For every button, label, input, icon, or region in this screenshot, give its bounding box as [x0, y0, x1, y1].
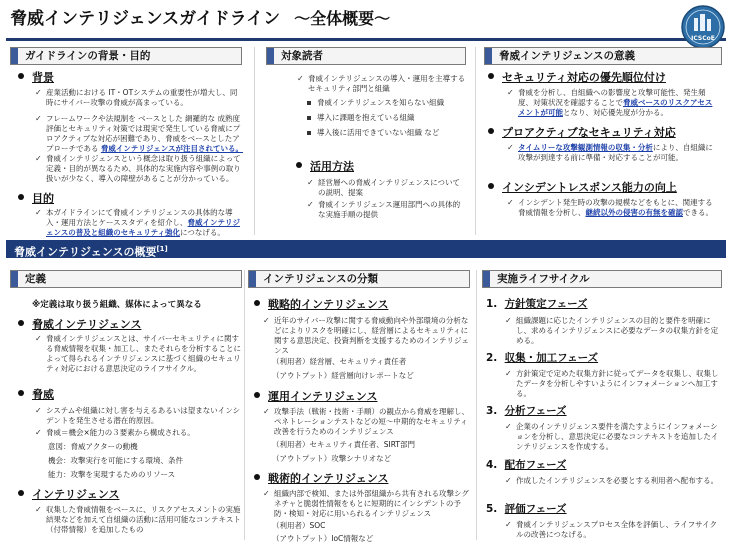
page-title-main: 脅威インテリジェンスガイドライン	[10, 9, 281, 29]
readers-item-1: 脅威インテリジェンスを知らない組織	[306, 98, 444, 108]
section-tactical-intelligence: 戦術的インテリジェンス	[254, 472, 388, 485]
logo-text: ICSCoE	[691, 35, 715, 42]
panel-significance: 脅威インテリジェンスの意義	[484, 47, 722, 65]
section-intelligence: インテリジェンス	[18, 488, 119, 501]
bottom-divider-2	[476, 270, 477, 540]
phase-5-description: ✓ 脅威インテリジェンスプロセス全体を評価し、ライフサイクルの改善につなげる。	[504, 520, 720, 540]
band-footnote: [1]	[156, 245, 168, 253]
threat-intelligence-definition: ✓ 脅威インテリジェンスとは、サイバーセキュリティに関する脅威情報を収集・加工し、またそれらを分析することによって得られるインテリジェンスに基づく組織のセキュリティ対応における意思決定のライフサイクル。	[34, 334, 242, 374]
prioritization-point-1: ✓ 脅威を分析し、自組織への影響度と攻撃可能性、発生頻度、対策状況を確認することで脅威ベースのリスクアセスメントが可能となり、対応優先度が分かる。	[506, 88, 718, 118]
section-prioritization: セキュリティ対応の優先順位付け	[488, 71, 666, 84]
phase-5-title: 5. 評価フェーズ	[486, 503, 567, 515]
threat-definition-1: ✓ システムや組織に対し害を与えるあるいは望まないインシデントを発生させる潜在的原因。	[34, 406, 242, 426]
top-divider-1	[254, 47, 255, 235]
section-threat-intelligence: 脅威インテリジェンス	[18, 318, 141, 331]
background-point-3: ✓ 脅威インテリジェンスという概念は取り扱う組織によって定義・目的が異なるため、具体的な実施内容や事例の取り扱いが少なく、導入の障壁があることが分かっている。	[34, 154, 244, 184]
overview-band: 脅威インテリジェンスの概要[1]	[6, 240, 726, 258]
tactical-description: ✓ 組織内部で検知、または外部組織から共有される攻撃シグネチャと脆弱性情報をもとに短期的にインシデントの予防・検知・対応に用いられるインテリジェンス	[262, 489, 470, 519]
icscoe-logo	[678, 4, 728, 50]
strategic-description: ✓ 近年のサイバー攻撃に関する脅威動向や外部環境の分析などによりリスクを明確にし、経営層によるセキュリティに関する意思決定、投資判断を支援するためのインテリジェンス	[262, 316, 470, 356]
strategic-user: （利用者）経営層、セキュリティ責任者	[272, 357, 407, 366]
threat-definition-2: ✓ 脅威＝機会×能力の３要素から構成される。	[34, 428, 242, 438]
threat-capability: 能力：攻撃を実現するためのリソース	[48, 470, 176, 479]
readers-item-3: 導入後に活用できていない組織 など	[306, 128, 439, 138]
phase-3-title: 3. 分析フェーズ	[486, 405, 567, 417]
intelligence-definition: ✓ 収集した脅威情報をベースに、リスクアセスメントの実施結果などを加えて自組織の活動に活用可能なコンテキスト（付帯情報）を追加したもの	[34, 505, 242, 535]
section-threat: 脅威	[18, 388, 54, 401]
strategic-output: （アウトプット）経営層向けレポートなど	[272, 371, 414, 380]
operational-output: （アウトプット）攻撃シナリオなど	[272, 454, 392, 463]
phase-4-title: 4. 配布フェーズ	[486, 459, 567, 471]
section-background: 背景	[18, 71, 54, 84]
section-incident-response: インシデントレスポンス能力の向上	[488, 181, 677, 194]
panel-background-purpose: ガイドラインの背景・目的	[10, 47, 242, 65]
panel-classification: インテリジェンスの分類	[248, 270, 470, 288]
phase-2-description: ✓ 方針策定で定めた収集方針に従ってデータを収集し、収集したデータを分析しやすいようにインフォメーションへ加工する。	[504, 369, 720, 399]
background-point-2: ✓ フレームワークや法規制を ベースとした 網羅的な 成熟度評価とセキュリティ対策では現実で発生している脅威にプロアクティブな対応が困難であり、脅威をベースとしたアプローチである 脅威インテリジェンスが注目されている。	[34, 114, 244, 154]
usage-point-2: ✓ 脅威インテリジェンス運用部門への具体的な実施手順の提供	[306, 200, 466, 220]
section-purpose: 目的	[18, 192, 54, 205]
threat-intent: 意図：脅威アクターの動機	[48, 442, 138, 451]
panel-lifecycle: 実施ライフサイクル	[482, 270, 722, 288]
page-title	[10, 4, 390, 29]
usage-point-1: ✓ 経営層への脅威インテリジェンスについての説明、提案	[306, 178, 466, 198]
phase-1-title: 1. 方針策定フェーズ	[486, 298, 588, 310]
bottom-divider-1	[244, 270, 245, 540]
section-proactive: プロアクティブなセキュリティ対応	[488, 126, 676, 139]
section-operational-intelligence: 運用インテリジェンス	[254, 390, 377, 403]
operational-user: （利用者）セキュリティ責任者、SIRT部門	[272, 440, 415, 449]
definition-note: ※定義は取り扱う組織、媒体によって異なる	[32, 300, 202, 310]
readers-intro: ✓ 脅威インテリジェンスの導入・運用を主導するセキュリティ部門と組織	[296, 74, 466, 94]
section-usage: 活用方法	[296, 160, 354, 173]
phase-1-description: ✓ 組織課題に応じたインテリジェンスの目的と要件を明確にし、求めるインテリジェンスに必要なデータの収集方針を定める。	[504, 316, 720, 346]
panel-target-readers: 対象読者	[266, 47, 466, 65]
tactical-output: （アウトプット）IoC情報など	[272, 534, 374, 543]
phase-4-description: ✓ 作成したインテリジェンスを必要とする利用者へ配布する。	[504, 476, 720, 486]
threat-opportunity: 機会：攻撃実行を可能にする環境、条件	[48, 456, 183, 465]
title-rule	[6, 38, 726, 41]
page-subtitle: ～全体概要～	[294, 9, 391, 28]
panel-definition: 定義	[10, 270, 242, 288]
incident-response-point-1: ✓ インシデント発生時の攻撃の規模などをもとに、関連する脅威情報を分析し、継続以外の侵害の有無を確認できる。	[506, 198, 718, 218]
background-point-1: ✓ 産業活動における IT・OTシステムの重要性が増大し、同時にサイバー攻撃の脅威が高まっている。	[34, 88, 244, 108]
tactical-user: （利用者）SOC	[272, 521, 326, 530]
phase-2-title: 2. 収集・加工フェーズ	[486, 352, 599, 364]
proactive-point-1: ✓ タイムリーな攻撃観測情報の収集・分析により、自組織に攻撃が到達する前に準備・対応することが可能。	[506, 143, 718, 163]
phase-3-description: ✓ 企業のインテリジェンス要件を満たすようにインフォメーションを分析し、意思決定に必要なコンテキストを追加したインテリジェンスを作成する。	[504, 422, 720, 452]
readers-item-2: 導入に課題を抱えている組織	[306, 113, 415, 123]
operational-description: ✓ 攻撃手法（戦術・技術・手順）の観点から脅威を理解し、ペネトレーションテストなどの短～中期的なセキュリティ改善を行うためのインテリジェンス	[262, 407, 470, 437]
top-divider-2	[475, 47, 476, 235]
section-strategic-intelligence: 戦略的インテリジェンス	[254, 298, 388, 311]
purpose-point-1: ✓ 本ガイドラインにて脅威インテリジェンスの具体的な導入・運用方法とケーススタディを紹介し、脅威インテリジェンスの普及と組織のセキュリティ強化につなげる。	[34, 208, 244, 238]
